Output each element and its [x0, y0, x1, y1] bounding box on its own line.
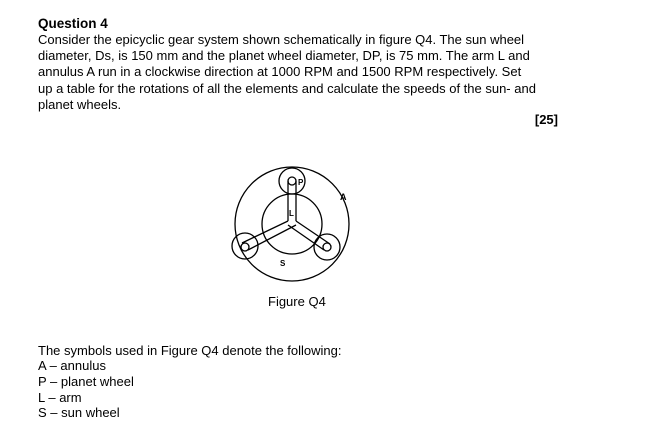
- label-arm: L: [289, 209, 294, 218]
- question-body-line: diameter, Ds, is 150 mm and the planet wheel diameter, DP, is 75 mm. The arm L and: [38, 48, 530, 64]
- sun-wheel: [262, 194, 322, 254]
- annulus-ring: [235, 167, 349, 281]
- legend-item: A – annulus: [38, 358, 106, 373]
- question-title: Question 4: [38, 16, 108, 31]
- label-sun: S: [280, 259, 286, 268]
- question-marks: [25]: [534, 112, 558, 127]
- legend-item: L – arm: [38, 389, 82, 405]
- legend-intro: The symbols used in Figure Q4 denote the following:: [38, 343, 342, 358]
- question-body-line: annulus A run in a clockwise direction at 1000 RPM and 1500 RPM respectively. Set: [38, 64, 522, 80]
- legend-item: S – sun wheel: [38, 405, 120, 421]
- question-body-line: Consider the epicyclic gear system shown schematically in figure Q4. The sun wheel: [38, 32, 525, 47]
- planet-wheel-right: [314, 234, 340, 260]
- legend-item: P – planet wheel: [38, 373, 134, 389]
- question-body-line: up a table for the rotations of all the elements and calculate the speeds of the sun- and: [38, 80, 536, 96]
- question-body-line: planet wheels.: [38, 96, 122, 112]
- label-planet: P: [298, 178, 304, 187]
- label-annulus: A: [340, 192, 347, 202]
- figure-caption: Figure Q4: [268, 294, 326, 309]
- legend-list: [38, 358, 134, 421]
- question-body: [38, 32, 568, 113]
- epicyclic-gear-diagram: [222, 162, 362, 290]
